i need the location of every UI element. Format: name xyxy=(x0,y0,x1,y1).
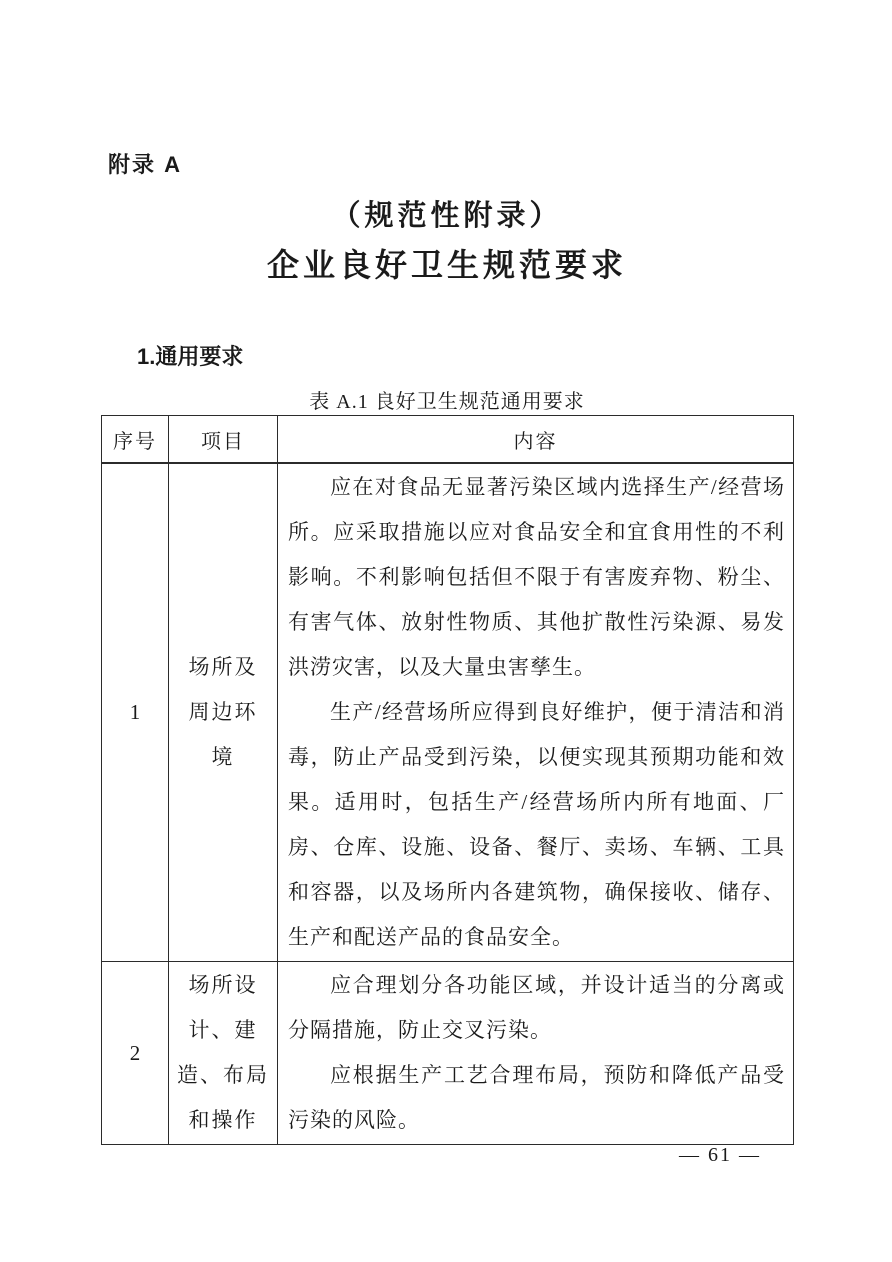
row2-item-line: 和操作 xyxy=(188,1108,258,1132)
row1-content-paragraph: 应在对食品无显著污染区域内选择生产/经营场所。应采取措施以应对食品安全和宜食用性的不利影响。不利影响包括但不限于有害废弃物、粉尘、有害气体、放射性物质、其他扩散性污染源、易发洪涝灾害，以及大量虫害孳生。 xyxy=(288,475,785,679)
appendix-label: 附录 A xyxy=(108,152,183,177)
table-row xyxy=(102,962,794,1145)
row1-serial-number: 1 xyxy=(102,463,169,962)
table-header-row xyxy=(102,416,794,464)
row1-item-line: 周边环 xyxy=(188,700,258,724)
row1-item xyxy=(169,463,278,962)
row1-content-paragraph: 生产/经营场所应得到良好维护，便于清洁和消毒，防止产品受到污染，以便实现其预期功能和效果。适用时，包括生产/经营场所内所有地面、厂房、仓库、设施、设备、餐厅、卖场、车辆、工具和容器，以及场所内各建筑物，确保接收、储存、生产和配送产品的食品安全。 xyxy=(288,700,785,949)
header-content: 内容 xyxy=(278,416,794,464)
row2-content-paragraph: 应根据生产工艺合理布局，预防和降低产品受污染的风险。 xyxy=(288,1063,785,1132)
section-title: 1.通用要求 xyxy=(137,344,244,369)
table-caption: 表 A.1 良好卫生规范通用要求 xyxy=(309,391,585,413)
header-serial-number: 序号 xyxy=(102,416,169,464)
row2-item-line: 场所设 xyxy=(188,973,258,997)
appendix-type-heading: （规范性附录） xyxy=(331,200,563,232)
row2-content xyxy=(278,962,794,1145)
row2-item xyxy=(169,962,278,1145)
row2-serial-number: 2 xyxy=(102,962,169,1145)
table-row xyxy=(102,463,794,962)
row1-item-line: 境 xyxy=(211,745,235,769)
row2-content-paragraph: 应合理划分各功能区域，并设计适当的分离或分隔措施，防止交叉污染。 xyxy=(288,973,785,1042)
requirements-table xyxy=(101,415,794,1145)
row2-item-line: 造、布局 xyxy=(177,1063,269,1087)
row1-content xyxy=(278,463,794,962)
row1-item-line: 场所及 xyxy=(188,655,258,679)
header-item: 项目 xyxy=(169,416,278,464)
row2-item-line: 计、建 xyxy=(188,1018,258,1042)
appendix-title-heading: 企业良好卫生规范要求 xyxy=(266,247,627,283)
page-number: — 61 — xyxy=(679,1144,761,1166)
